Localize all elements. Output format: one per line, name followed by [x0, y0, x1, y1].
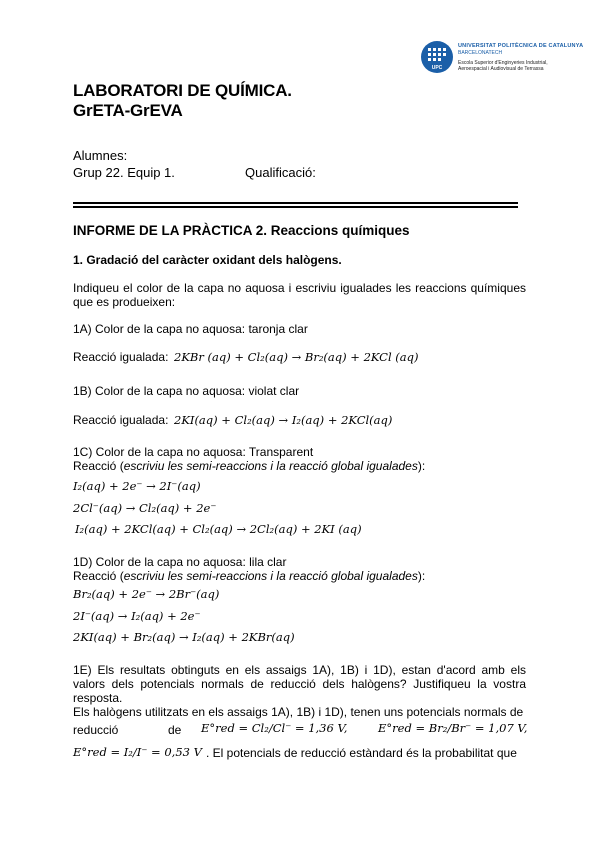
e-answer-line1: Els halògens utilitzats en els assaigs 1A), 1B) i 1D), tenen uns potencials normals de — [73, 705, 524, 719]
c-reaction-label: Reacció (escriviu les semi-reaccions i la reacció global igualades): — [73, 459, 426, 473]
a-label: Reacció igualada: — [73, 350, 169, 364]
upc-logo-icon — [420, 40, 454, 74]
equation-c2: 2Cl⁻(aq) → Cl₂(aq) + 2e⁻ — [73, 501, 217, 515]
d-color: 1D) Color de la capa no aquosa: lila clar — [73, 555, 287, 569]
e-question: 1E) Els resultats obtinguts en els assaigs 1A), 1B) i 1D), estan d'acord amb els valors dels potencials normals de reducció dels halògens? Justifiqueu la vostra resposta. — [73, 663, 526, 705]
logo-school-2: Aeroespacial i Audiovisual de Terrassa — [458, 66, 544, 72]
equation-c3: I₂(aq) + 2KCl(aq) + Cl₂(aq) → 2Cl₂(aq) + 2KI (aq) — [75, 522, 362, 536]
b-label: Reacció igualada: — [73, 413, 169, 427]
b-color: 1B) Color de la capa no aquosa: violat clar — [73, 384, 300, 398]
potential-i: E°red = I₂/I⁻ = 0,53 V — [73, 745, 202, 759]
d-reaction-label: Reacció (escriviu les semi-reaccions i la reacció global igualades): — [73, 569, 426, 583]
alumnes-label: Alumnes: — [73, 148, 128, 163]
a-color: 1A) Color de la capa no aquosa: taronja clar — [73, 322, 308, 336]
e-answer-reduccio: reducció — [73, 723, 119, 737]
c-color: 1C) Color de la capa no aquosa: Transparent — [73, 445, 314, 459]
e-answer-de: de — [168, 723, 182, 737]
svg-text:UPC: UPC — [431, 65, 443, 71]
qualificacio-label: Qualificació: — [245, 165, 316, 180]
equation-d2: 2I⁻(aq) → I₂(aq) + 2e⁻ — [73, 609, 201, 623]
d-react-word: Reacció — [73, 569, 117, 583]
e-answer-line3: . El potencials de reducció estàndard és la probabilitat que — [206, 746, 517, 760]
d-instruction: escriviu les semi-reaccions i la reacció global igualades — [123, 569, 418, 583]
logo-school-1: Escola Superior d'Enginyeries Industrial, — [458, 60, 548, 66]
equation-d1: Br₂(aq) + 2e⁻ → 2Br⁻(aq) — [73, 587, 220, 601]
lab-title: LABORATORI DE QUÍMICA. — [73, 81, 292, 100]
c-react-word: Reacció — [73, 459, 117, 473]
equation-c1: I₂(aq) + 2e⁻ → 2I⁻(aq) — [73, 479, 201, 493]
equation-d3: 2KI(aq) + Br₂(aq) → I₂(aq) + 2KBr(aq) — [73, 630, 295, 644]
logo-barcelonatech: BARCELONATECH — [458, 50, 503, 56]
upc-logo — [420, 40, 590, 80]
c-instruction: escriviu les semi-reaccions i la reacció global igualades — [123, 459, 418, 473]
potential-cl: E°red = Cl₂/Cl⁻ = 1,36 V, — [201, 721, 348, 735]
logo-university: UNIVERSITAT POLITÈCNICA DE CATALUNYA — [458, 43, 584, 49]
intro-text: Indiqueu el color de la capa no aquosa i escriviu igualades les reaccions químiques que es produeixen: — [73, 281, 526, 309]
divider-bottom — [73, 206, 518, 208]
equation-b: 2KI(aq) + Cl₂(aq) → I₂(aq) + 2KCl(aq) — [174, 413, 393, 427]
divider-top — [73, 202, 518, 204]
group-title: GrETA-GrEVA — [73, 101, 183, 120]
report-title: INFORME DE LA PRÀCTICA 2. Reaccions químiques — [73, 223, 410, 238]
grup-equip: Grup 22. Equip 1. — [73, 165, 175, 180]
section-1-title: 1. Gradació del caràcter oxidant dels halògens. — [73, 253, 342, 267]
equation-a: 2KBr (aq) + Cl₂(aq) → Br₂(aq) + 2KCl (aq) — [174, 350, 419, 364]
potential-br: E°red = Br₂/Br⁻ = 1,07 V, — [378, 721, 528, 735]
